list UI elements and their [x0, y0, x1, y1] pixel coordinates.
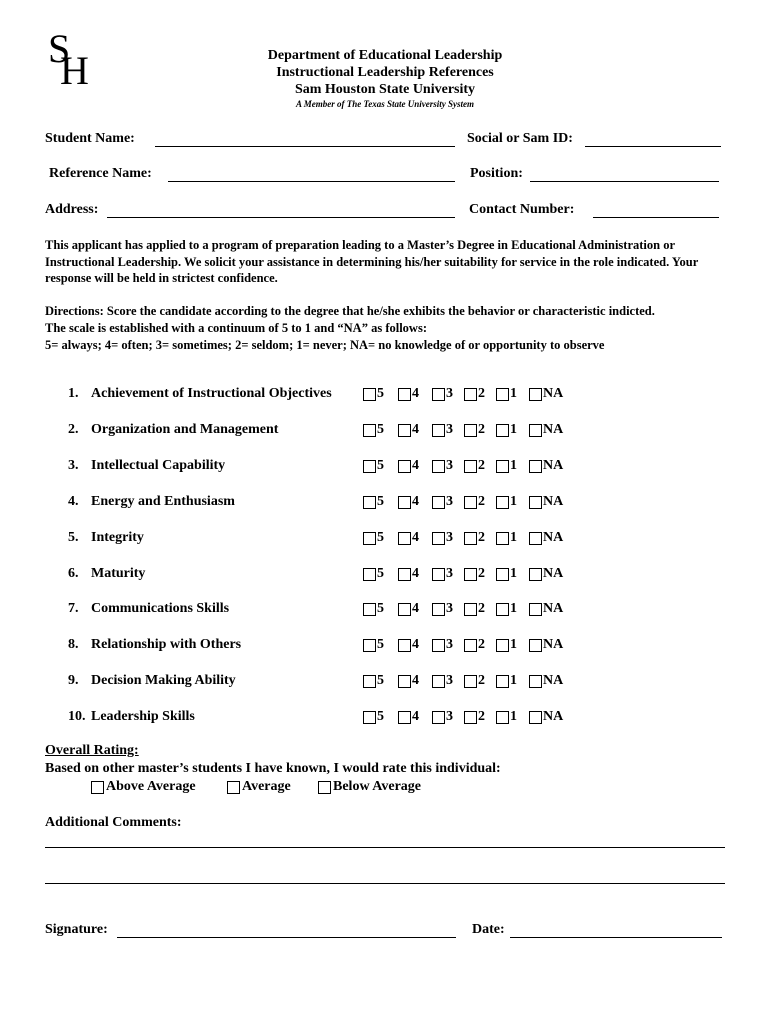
rating-option-label: 2 — [478, 422, 485, 437]
rating-option-label: 3 — [446, 637, 453, 652]
rating-option-label: 4 — [412, 709, 419, 724]
rating-option-label: 4 — [412, 637, 419, 652]
address-label: Address: — [45, 202, 99, 217]
reference-name-field[interactable] — [168, 181, 455, 182]
rating-option-label: NA — [543, 709, 564, 724]
rating-option-label: 4 — [412, 566, 419, 581]
rating-checkbox[interactable] — [496, 424, 509, 437]
rating-option-label: 1 — [510, 637, 517, 652]
item-label: Communications Skills — [91, 601, 230, 616]
rating-checkbox[interactable] — [398, 675, 411, 688]
rating-checkbox[interactable] — [432, 711, 445, 724]
rating-option-label: 4 — [412, 422, 419, 437]
reference-name-label: Reference Name: — [49, 166, 152, 181]
rating-checkbox[interactable] — [363, 460, 376, 473]
rating-option-label: 3 — [446, 422, 453, 437]
above-average-checkbox[interactable] — [91, 781, 104, 794]
rating-checkbox[interactable] — [464, 496, 477, 509]
rating-checkbox[interactable] — [398, 424, 411, 437]
rating-option-label: 5 — [377, 566, 384, 581]
overall-rating-prompt: Based on other master’s students I have known, I would rate this individual: — [45, 761, 501, 776]
rating-checkbox[interactable] — [464, 388, 477, 401]
logo-letter-s: S — [48, 26, 71, 71]
item-number: 6. — [68, 566, 79, 581]
rating-checkbox[interactable] — [363, 568, 376, 581]
rating-option-label: 3 — [446, 673, 453, 688]
rating-option-label: 4 — [412, 494, 419, 509]
rating-option-label: 1 — [510, 673, 517, 688]
rating-checkbox[interactable] — [432, 496, 445, 509]
rating-option-label: 3 — [446, 709, 453, 724]
signature-field[interactable] — [117, 937, 456, 938]
rating-option-label: NA — [543, 386, 564, 401]
item-label: Energy and Enthusiasm — [91, 494, 235, 509]
rating-option-label: 5 — [377, 673, 384, 688]
student-name-label: Student Name: — [45, 131, 135, 146]
rating-option-label: 4 — [412, 530, 419, 545]
rating-option-label: 1 — [510, 458, 517, 473]
sam-id-label: Social or Sam ID: — [467, 131, 573, 146]
contact-number-field[interactable] — [593, 217, 719, 218]
sam-id-field[interactable] — [585, 146, 721, 147]
rating-option-label: 4 — [412, 386, 419, 401]
rating-option-label: NA — [543, 566, 564, 581]
average-checkbox[interactable] — [227, 781, 240, 794]
rating-option-label: NA — [543, 637, 564, 652]
rating-option-label: 2 — [478, 566, 485, 581]
item-number: 9. — [68, 673, 79, 688]
comments-line-2[interactable] — [45, 883, 725, 884]
rating-option-label: 4 — [412, 601, 419, 616]
directions-line-2: The scale is established with a continuum of 5 to 1 and “NA” as follows: — [45, 321, 427, 335]
rating-checkbox[interactable] — [464, 675, 477, 688]
rating-checkbox[interactable] — [496, 388, 509, 401]
form-title: Instructional Leadership References — [276, 65, 494, 80]
university-name: Sam Houston State University — [294, 82, 476, 97]
below-average-checkbox[interactable] — [318, 781, 331, 794]
average-label: Average — [242, 779, 291, 794]
rating-option-label: 2 — [478, 709, 485, 724]
item-label: Integrity — [91, 530, 144, 545]
rating-checkbox[interactable] — [529, 711, 542, 724]
rating-checkbox[interactable] — [529, 460, 542, 473]
rating-checkbox[interactable] — [432, 532, 445, 545]
rating-checkbox[interactable] — [398, 568, 411, 581]
item-number: 7. — [68, 601, 79, 616]
rating-option-label: NA — [543, 601, 564, 616]
rating-option-label: 5 — [377, 709, 384, 724]
department-title: Department of Educational Leadership — [267, 48, 503, 63]
rating-checkbox[interactable] — [529, 675, 542, 688]
rating-checkbox[interactable] — [464, 639, 477, 652]
item-label: Relationship with Others — [91, 637, 242, 652]
rating-checkbox[interactable] — [432, 424, 445, 437]
rating-option-label: 5 — [377, 637, 384, 652]
rating-option-label: 1 — [510, 530, 517, 545]
rating-checkbox[interactable] — [529, 532, 542, 545]
rating-option-label: 2 — [478, 673, 485, 688]
rating-option-label: 5 — [377, 601, 384, 616]
student-name-field[interactable] — [155, 146, 455, 147]
rating-checkbox[interactable] — [529, 639, 542, 652]
date-field[interactable] — [510, 937, 722, 938]
rating-checkbox[interactable] — [398, 532, 411, 545]
rating-checkbox[interactable] — [496, 568, 509, 581]
rating-option-label: 1 — [510, 709, 517, 724]
rating-option-label: 1 — [510, 494, 517, 509]
rating-checkbox[interactable] — [432, 675, 445, 688]
rating-checkbox[interactable] — [432, 639, 445, 652]
rating-checkbox[interactable] — [363, 711, 376, 724]
rating-checkbox[interactable] — [529, 424, 542, 437]
rating-option-label: 2 — [478, 601, 485, 616]
date-label: Date: — [472, 922, 505, 937]
rating-checkbox[interactable] — [398, 639, 411, 652]
position-field[interactable] — [530, 181, 719, 182]
rating-option-label: 2 — [478, 637, 485, 652]
rating-option-label: 1 — [510, 422, 517, 437]
rating-checkbox[interactable] — [529, 568, 542, 581]
comments-line-1[interactable] — [45, 847, 725, 848]
rating-checkbox[interactable] — [496, 675, 509, 688]
below-average-label: Below Average — [333, 779, 421, 794]
rating-checkbox[interactable] — [398, 711, 411, 724]
item-number: 5. — [68, 530, 79, 545]
contact-number-label: Contact Number: — [469, 202, 575, 217]
rating-option-label: NA — [543, 530, 564, 545]
rating-checkbox[interactable] — [496, 532, 509, 545]
rating-checkbox[interactable] — [398, 603, 411, 616]
additional-comments-heading: Additional Comments: — [45, 815, 182, 830]
rating-checkbox[interactable] — [496, 603, 509, 616]
intro-paragraph: This applicant has applied to a program of preparation leading to a Master’s Degree in Educational Administration or Instructional Leadership. We solicit your assistance in determining his/her suitability for service in the role indicated. Your response will be held in strictest confidence. — [45, 238, 699, 285]
rating-option-label: NA — [543, 673, 564, 688]
rating-option-label: 2 — [478, 494, 485, 509]
item-label: Decision Making Ability — [91, 673, 236, 688]
rating-checkbox[interactable] — [464, 532, 477, 545]
rating-checkbox[interactable] — [464, 603, 477, 616]
item-number: 2. — [68, 422, 79, 437]
rating-checkbox[interactable] — [496, 639, 509, 652]
rating-checkbox[interactable] — [464, 568, 477, 581]
position-label: Position: — [470, 166, 523, 181]
rating-option-label: 2 — [478, 530, 485, 545]
rating-option-label: 4 — [412, 458, 419, 473]
rating-checkbox[interactable] — [529, 388, 542, 401]
rating-checkbox[interactable] — [432, 603, 445, 616]
rating-option-label: 5 — [377, 458, 384, 473]
rating-checkbox[interactable] — [363, 532, 376, 545]
item-number: 1. — [68, 386, 79, 401]
rating-checkbox[interactable] — [363, 675, 376, 688]
item-number: 3. — [68, 458, 79, 473]
rating-option-label: 1 — [510, 601, 517, 616]
rating-checkbox[interactable] — [432, 388, 445, 401]
rating-checkbox[interactable] — [363, 639, 376, 652]
rating-checkbox[interactable] — [529, 496, 542, 509]
system-membership: A Member of The Texas State University System — [296, 99, 474, 109]
logo-letter-h: H — [60, 48, 89, 88]
rating-checkbox[interactable] — [496, 460, 509, 473]
rating-option-label: 2 — [478, 458, 485, 473]
item-number: 8. — [68, 637, 79, 652]
rating-checkbox[interactable] — [398, 460, 411, 473]
item-number: 10. — [68, 709, 86, 724]
overall-rating-heading: Overall Rating: — [45, 743, 139, 758]
item-label: Achievement of Instructional Objectives — [91, 386, 332, 401]
rating-checkbox[interactable] — [496, 496, 509, 509]
rating-option-label: 5 — [377, 494, 384, 509]
rating-option-label: 3 — [446, 386, 453, 401]
above-average-label: Above Average — [106, 779, 196, 794]
rating-option-label: 2 — [478, 386, 485, 401]
rating-option-label: 1 — [510, 386, 517, 401]
rating-option-label: 5 — [377, 386, 384, 401]
rating-option-label: 5 — [377, 422, 384, 437]
rating-option-label: 3 — [446, 458, 453, 473]
rating-option-label: 5 — [377, 530, 384, 545]
rating-checkbox[interactable] — [363, 603, 376, 616]
rating-checkbox[interactable] — [464, 424, 477, 437]
rating-option-label: 3 — [446, 494, 453, 509]
rating-checkbox[interactable] — [398, 496, 411, 509]
item-number: 4. — [68, 494, 79, 509]
rating-checkbox[interactable] — [363, 388, 376, 401]
rating-checkbox[interactable] — [398, 388, 411, 401]
rating-checkbox[interactable] — [529, 603, 542, 616]
rating-checkbox[interactable] — [432, 460, 445, 473]
rating-option-label: NA — [543, 458, 564, 473]
rating-checkbox[interactable] — [363, 424, 376, 437]
directions-line-3: 5= always; 4= often; 3= sometimes; 2= seldom; 1= never; NA= no knowledge of or opportunity to observe — [45, 338, 605, 352]
rating-checkbox[interactable] — [363, 496, 376, 509]
item-label: Maturity — [91, 566, 146, 581]
rating-option-label: 3 — [446, 566, 453, 581]
rating-option-label: 4 — [412, 673, 419, 688]
address-field[interactable] — [107, 217, 455, 218]
rating-checkbox[interactable] — [464, 711, 477, 724]
rating-checkbox[interactable] — [464, 460, 477, 473]
item-label: Intellectual Capability — [91, 458, 226, 473]
directions-line-1: Directions: Score the candidate according to the degree that he/she exhibits the behavior or characteristic indicted. — [45, 304, 655, 318]
signature-label: Signature: — [45, 922, 108, 937]
item-label: Leadership Skills — [91, 709, 195, 724]
rating-option-label: 3 — [446, 530, 453, 545]
rating-option-label: 1 — [510, 566, 517, 581]
rating-option-label: NA — [543, 422, 564, 437]
rating-checkbox[interactable] — [496, 711, 509, 724]
rating-option-label: NA — [543, 494, 564, 509]
rating-checkbox[interactable] — [432, 568, 445, 581]
rating-option-label: 3 — [446, 601, 453, 616]
item-label: Organization and Management — [91, 422, 279, 437]
